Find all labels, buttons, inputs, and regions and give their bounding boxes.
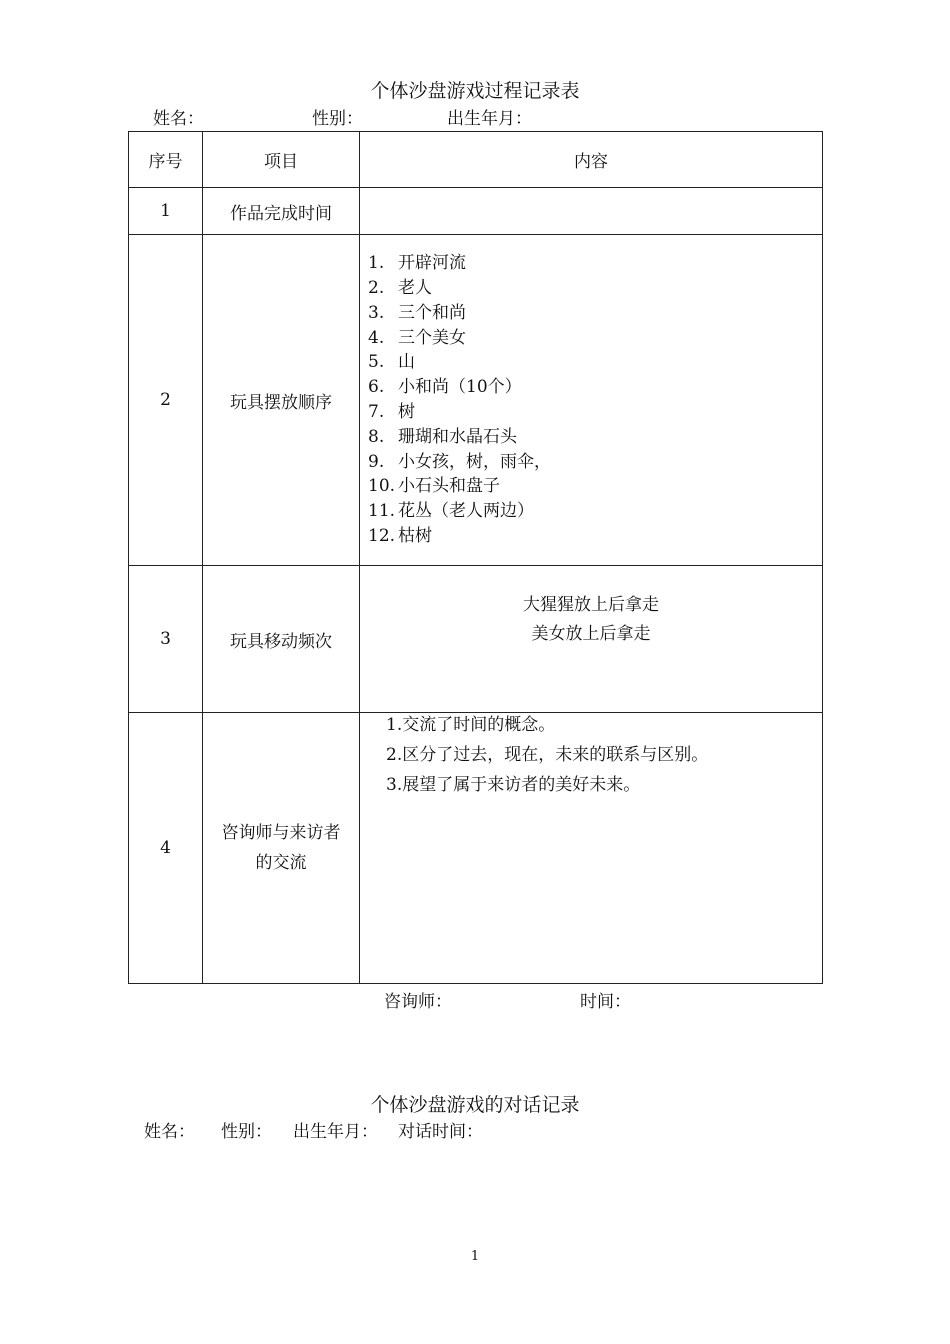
list-item: 4. 三个美女 <box>368 327 466 348</box>
comm-line: 2.区分了过去，现在，未来的联系与区别。 <box>386 745 709 765</box>
page-number: 1 <box>470 1249 480 1264</box>
table-row <box>129 235 823 566</box>
gender-label: 性别： <box>312 109 363 129</box>
table-row <box>129 566 823 713</box>
time-label: 时间： <box>580 992 631 1012</box>
list-item: 10. 小石头和盘子 <box>368 476 500 497</box>
row-item: 玩具移动频次 <box>203 566 360 713</box>
row-content-moves <box>360 566 823 713</box>
list-item: 8. 珊瑚和水晶石头 <box>368 426 517 447</box>
move-line: 美女放上后拿走 <box>531 624 651 644</box>
row-item: 玩具摆放顺序 <box>203 235 360 566</box>
table-row <box>129 713 823 984</box>
toy-order-list <box>360 251 822 549</box>
row-index: 2 <box>129 235 203 566</box>
row-index: 4 <box>129 713 203 984</box>
record-table <box>128 131 823 984</box>
header-content: 内容 <box>360 132 823 188</box>
row-content-empty <box>360 188 823 235</box>
move-line: 大猩猩放上后拿走 <box>523 595 659 615</box>
list-item: 7. 树 <box>368 402 415 422</box>
name-label: 姓名： <box>144 1122 195 1142</box>
row-index: 1 <box>129 188 203 235</box>
name-label: 姓名： <box>153 109 204 129</box>
row-content-list <box>360 235 823 566</box>
list-item: 2. 老人 <box>368 278 432 299</box>
list-item: 9. 小女孩，树，雨伞， <box>368 451 551 472</box>
comm-line: 3.展望了属于来访者的美好未来。 <box>386 775 641 795</box>
gender-label: 性别： <box>221 1122 272 1142</box>
header-index: 序号 <box>129 132 203 188</box>
dialogue-time-label: 对话时间： <box>398 1122 483 1142</box>
list-item: 5. 山 <box>368 352 415 373</box>
dialogue-title: 个体沙盘游戏的对话记录 <box>370 1094 580 1116</box>
comm-line: 1.交流了时间的概念。 <box>386 715 556 735</box>
list-item: 6. 小和尚（10个） <box>368 377 522 398</box>
table-row <box>129 188 823 235</box>
record-table-title: 个体沙盘游戏过程记录表 <box>370 80 580 102</box>
list-item: 1. 开辟河流 <box>368 253 466 274</box>
header-item: 项目 <box>203 132 360 188</box>
counselor-label: 咨询师： <box>384 992 452 1012</box>
birth-label: 出生年月： <box>447 109 532 129</box>
list-item: 11. 花丛（老人两边） <box>368 501 534 522</box>
table-header-row <box>129 132 823 188</box>
list-item: 12. 枯树 <box>368 525 432 546</box>
row-item: 作品完成时间 <box>203 188 360 235</box>
dialogue-info-line <box>0 1117 950 1141</box>
record-info-line <box>0 104 950 128</box>
birth-label: 出生年月： <box>293 1122 378 1142</box>
row-index: 3 <box>129 566 203 713</box>
row-item: 咨询师与来访者 的交流 <box>203 713 360 984</box>
list-item: 3. 三个和尚 <box>368 302 466 323</box>
row-content-communication <box>360 713 823 984</box>
